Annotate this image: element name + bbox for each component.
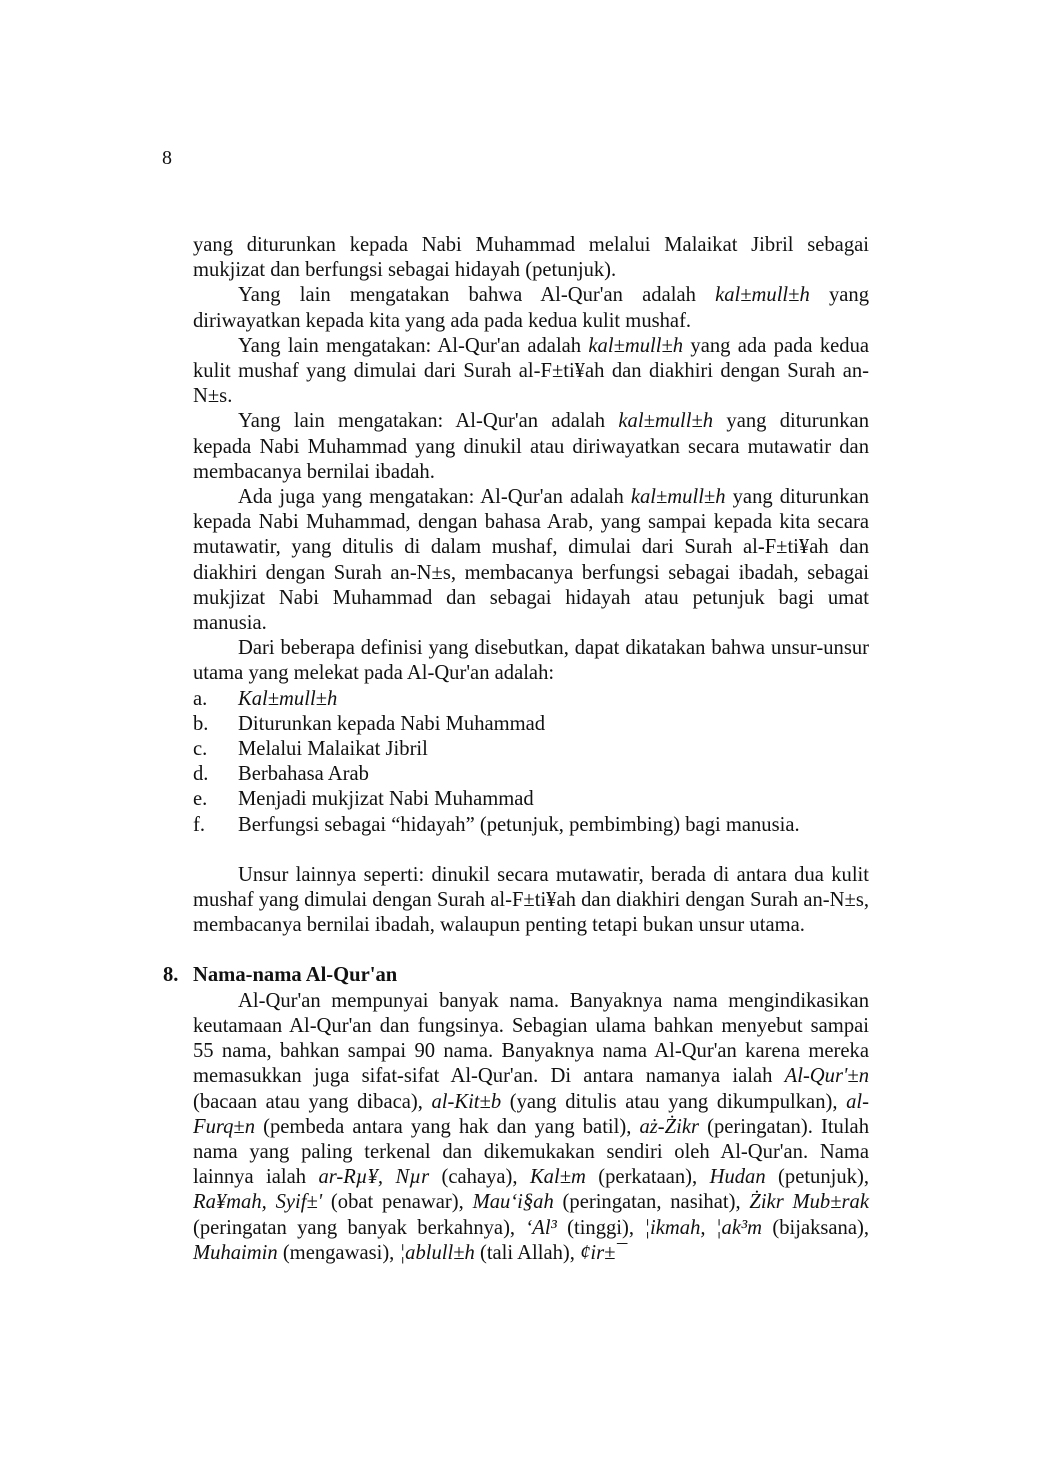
paragraph-continuation: yang diturunkan kepada Nabi Muhammad melalui Malaikat Jibril sebagai mukjizat dan berfungsi sebagai hidayah (petunjuk).: [193, 234, 869, 282]
term-kalamullah: kal±mull±h: [618, 410, 714, 433]
list-item-text: Menjadi mukjizat Nabi Muhammad: [238, 788, 534, 811]
list-item-text: Kal±mull±h: [238, 687, 338, 710]
list-item: d. Berbahasa Arab: [193, 762, 869, 787]
paragraph-definition-3: Yang lain mengatakan: Al-Qur'an adalah kal±mull±h yang diturunkan kepada Nabi Muhammad yang dinukil atau diriwayatkan secara mutawatir dan membacanya bernilai ibadah.: [193, 410, 869, 483]
list-item-text: Berbahasa Arab: [238, 763, 369, 786]
paragraph-definition-1: Yang lain mengatakan bahwa Al-Qur'an adalah kal±mull±h yang diriwayatkan kepada kita yang ada pada kedua kulit mushaf.: [193, 284, 869, 332]
term-kalamullah: kal±mull±h: [588, 334, 684, 357]
list-item: f. Berfungsi sebagai “hidayah” (petunjuk, pembimbing) bagi manusia.: [193, 813, 869, 838]
term-kalamullah: kal±mull±h: [715, 284, 810, 307]
paragraph-summary-intro: Dari beberapa definisi yang disebutkan, dapat dikatakan bahwa unsur-unsur utama yang melekat pada Al-Qur'an adalah:: [193, 637, 869, 685]
paragraph-other-elements: Unsur lainnya seperti: dinukil secara mutawatir, berada di antara dua kulit mushaf yang dimulai dengan Surah al-F±ti¥ah dan diakhiri dengan Surah an-N±s, membacanya bernilai ibadah, walaupun penting tetapi bukan unsur utama.: [193, 863, 869, 937]
list-item-text: Diturunkan kepada Nabi Muhammad: [238, 712, 546, 735]
paragraph-names: Al-Qur'an mempunyai banyak nama. Banyaknya nama mengindikasikan keutamaan Al-Qur'an dan fungsinya. Sebagian ulama bahkan menyebut sampai 55 nama, bahkan sampai 90 nama. Banyaknya nama Al-Qur'an karena mereka memasukkan juga sifat-sifat Al-Qur'an. Di antara namanya ialah Al-Qur'±n (bacaan atau yang dibaca), al-Kit±b (yang ditulis atau yang dikumpulkan), al-Furq±n (pembeda antara yang hak dan yang batil), aż-Żikr (peringatan). Itulah nama yang paling terkenal dan dikemukakan sendiri oleh Al-Qur'an. Nama lainnya ialah ar-Rµ¥, Nµr (cahaya), Kal±m (perkataan), Hudan (petunjuk), Ra¥mah, Syif±' (obat penawar), Mau‘i§ah (peringatan, nasihat), Żikr Mub±rak (peringatan yang banyak berkahnya), ‘Al³ (tinggi), ¦ikmah, ¦ak³m (bijaksana), Muhaimin (mengawasi), ¦ablull±h (tali Allah), ¢ir±¯: [193, 989, 869, 1264]
paragraph-definition-4: Ada juga yang mengatakan: Al-Qur'an adalah kal±mull±h yang diturunkan kepada Nabi Muhammad, dengan bahasa Arab, yang sampai kepada kita secara mutawatir, yang ditulis di dalam mushaf, dimulai dari Surah al-F±ti¥ah dan diakhiri dengan Surah an-N±s, membacanya berfungsi sebagai ibadah, sebagai mukjizat Nabi Muhammad dan sebagai hidayah atau petunjuk bagi umat manusia.: [193, 486, 869, 635]
page-body: [163, 233, 870, 1266]
page-number: 8: [162, 147, 172, 169]
list-item-text: Melalui Malaikat Jibril: [238, 738, 428, 761]
main-elements-list: [193, 687, 869, 838]
list-item: e. Menjadi mukjizat Nabi Muhammad: [193, 787, 869, 812]
list-item: b. Diturunkan kepada Nabi Muhammad: [193, 712, 869, 737]
term-kalamullah: kal±mull±h: [630, 486, 726, 509]
section-number: 8.: [163, 964, 179, 987]
section-title: Nama-nama Al-Qur'an: [193, 964, 398, 987]
list-item: a. Kal±mull±h: [193, 687, 869, 712]
paragraph-definition-2: Yang lain mengatakan: Al-Qur'an adalah kal±mull±h yang ada pada kedua kulit mushaf yang dimulai dari Surah al-F±ti¥ah dan diakhiri dengan Surah an-N±s.: [193, 334, 870, 408]
list-item: c. Melalui Malaikat Jibril: [193, 737, 869, 762]
section-heading: [163, 963, 869, 988]
list-item-text: Berfungsi sebagai “hidayah” (petunjuk, pembimbing) bagi manusia.: [238, 813, 800, 836]
